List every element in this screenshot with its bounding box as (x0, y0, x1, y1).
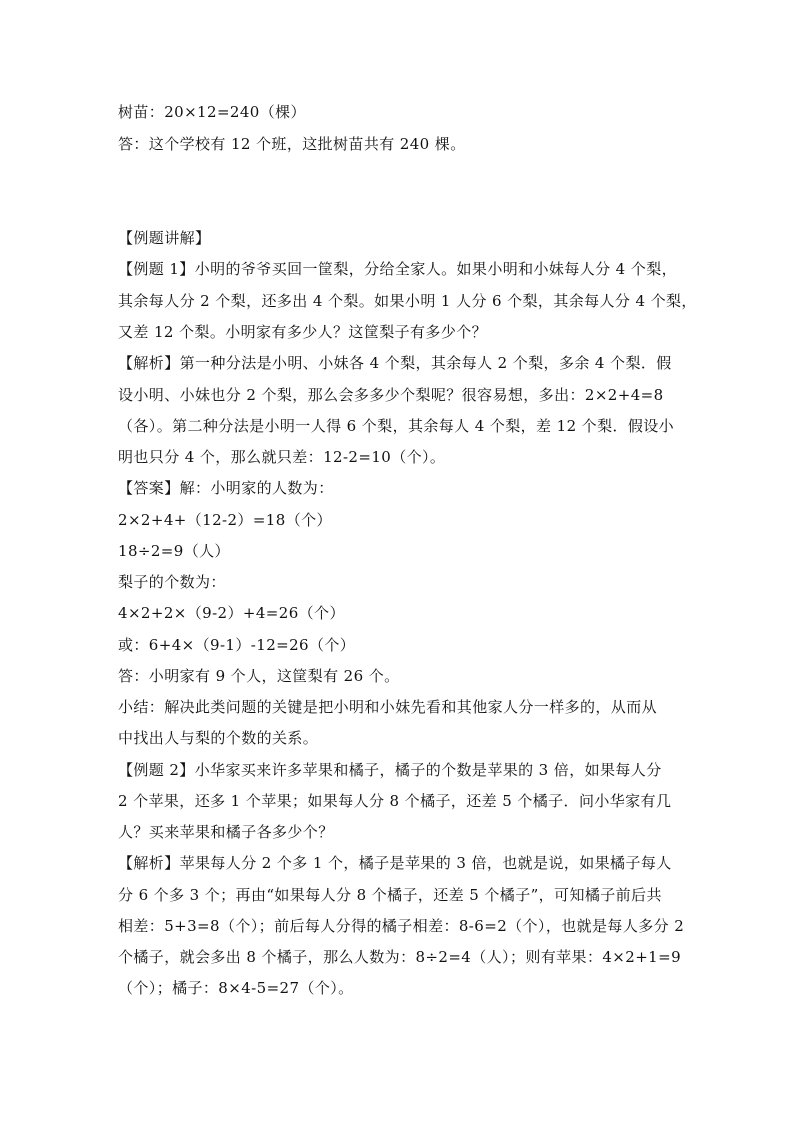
text-line: 答：这个学校有 12 个班，这批树苗共有 240 棵。 (118, 135, 466, 153)
text-line: 18÷2=9（人） (118, 542, 230, 560)
text-line: 答：小明家有 9 个人，这筐梨有 26 个。 (118, 667, 400, 685)
text-line: 其余每人分 2 个梨，还多出 4 个梨。如果小明 1 人分 6 个梨，其余每人分 4 个梨， (118, 292, 697, 310)
text-line: 2 个苹果，还多 1 个苹果；如果每人分 8 个橘子，还差 5 个橘子．问小华家有几 (118, 792, 672, 810)
text-line: 【解析】苹果每人分 2 个多 1 个，橘子是苹果的 3 倍，也就是说，如果橘子每人 (118, 854, 672, 872)
text-line: 分 6 个多 3 个；再由“如果每人分 8 个橘子，还差 5 个橘子”，可知橘子前后共 (118, 886, 662, 904)
text-line: 4×2+2×（9-2）+4=26（个） (118, 604, 345, 622)
text-line: 树苗：20×12=240（棵） (118, 103, 306, 121)
text-line: 中找出人与梨的个数的关系。 (118, 729, 319, 747)
section-heading: 【例题讲解】 (118, 229, 211, 247)
text-line: 【例题 2】小华家买来许多苹果和橘子，橘子的个数是苹果的 3 倍，如果每人分 (118, 761, 662, 779)
text-line: 或：6+4×（9-1）-12=26（个） (118, 636, 356, 654)
text-line: 相差：5+3=8（个）；前后每人分得的橘子相差：8-6=2（个），也就是每人多分 2 (118, 917, 685, 935)
text-line: 【例题 1】小明的爷爷买回一筐梨，分给全家人。如果小明和小妹每人分 4 个梨， (118, 260, 677, 278)
text-line: 设小明、小妹也分 2 个梨，那么会多多少个梨呢？很容易想，多出：2×2+4=8 (118, 386, 664, 404)
text-line: 明也只分 4 个，那么就只差：12-2=10（个）。 (118, 448, 446, 466)
text-line: 个橘子，就会多出 8 个橘子，那么人数为：8÷2=4（人）；则有苹果：4×2+1=9 (118, 948, 682, 966)
text-line: 小结：解决此类问题的关键是把小明和小妹先看和其他家人分一样多的，从而从 (118, 698, 658, 716)
text-line: （各）。第二种分法是小明一人得 6 个梨，其余每人 4 个梨，差 12 个梨．假设小 (118, 417, 675, 435)
text-line: 【解析】第一种分法是小明、小妹各 4 个梨，其余每人 2 个梨，多余 4 个梨．假 (118, 354, 672, 372)
text-line: 2×2+4+（12-2）=18（个） (118, 511, 332, 529)
text-line: 梨子的个数为： (118, 573, 226, 591)
text-line: 【答案】解：小明家的人数为： (118, 479, 334, 497)
text-line: 又差 12 个梨。小明家有多少人？这筐梨子有多少个？ (118, 323, 488, 341)
text-line: 人？买来苹果和橘子各多少个？ (118, 823, 334, 841)
text-line: （个）；橘子：8×4-5=27（个）。 (118, 979, 354, 997)
